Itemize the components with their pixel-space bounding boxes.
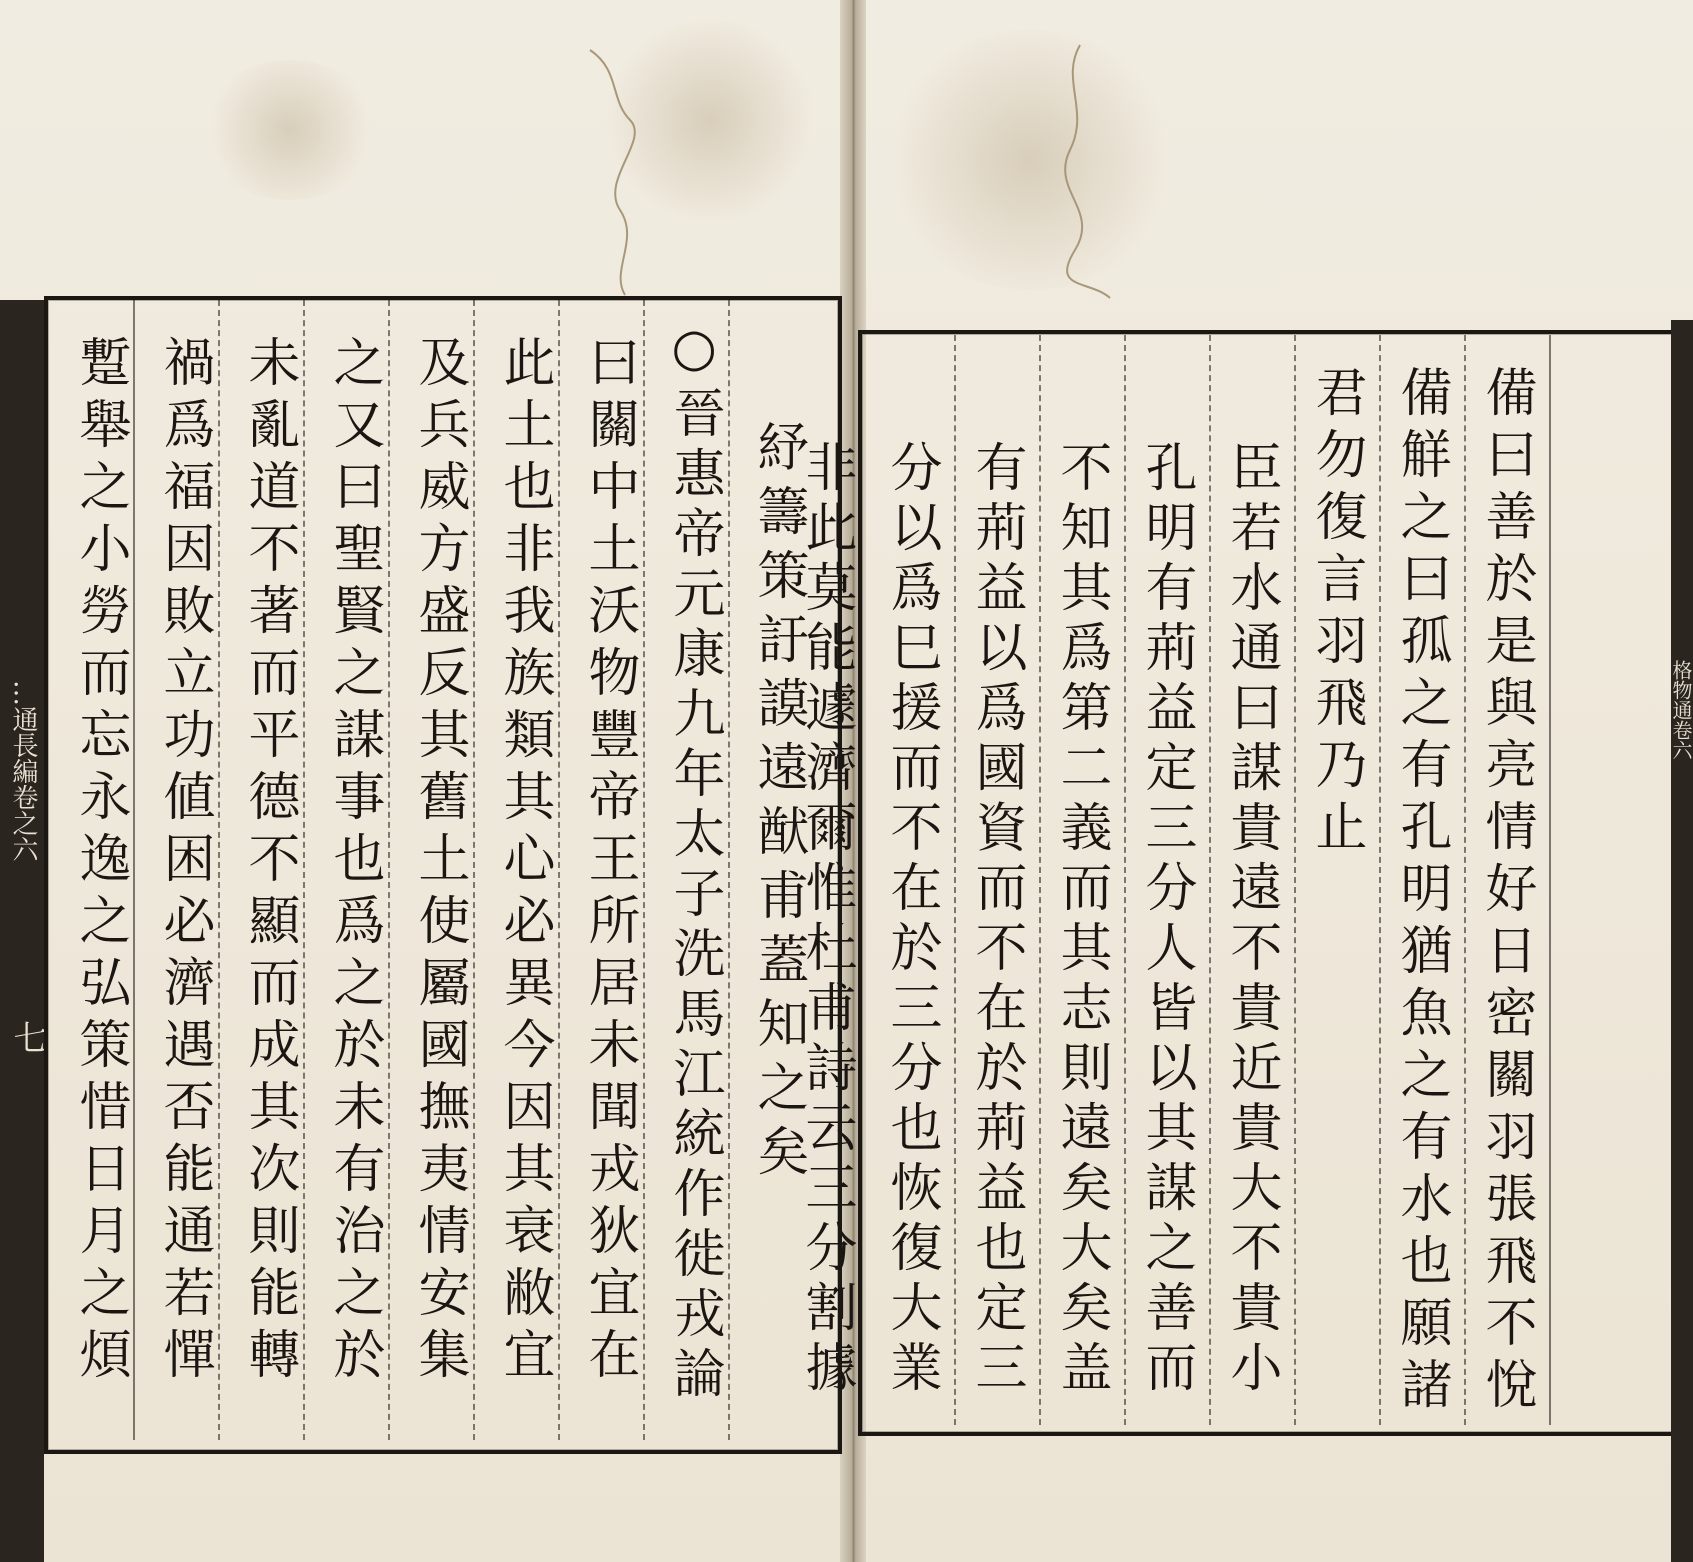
column-rule xyxy=(388,300,390,1440)
right-col-5: 孔明有荊益定三分人皆以其謀之善而 xyxy=(1136,440,1196,1400)
column-rule xyxy=(1209,335,1211,1425)
left-col-5: 及兵威方盛反其舊土使屬國撫夷情安集 xyxy=(409,335,469,1389)
right-col-7: 有荊益以爲國資而不在於荊益也定三 xyxy=(966,440,1026,1400)
column-rule xyxy=(133,300,135,1440)
column-rule xyxy=(728,300,730,1440)
left-col-4: 此土也非我族類其心必異今因其衰敝宜 xyxy=(494,335,554,1389)
left-edge-title: …通長編卷之六 xyxy=(8,680,38,862)
right-col-6: 不知其爲第二義而其志則遠矣大矣盖 xyxy=(1051,440,1111,1400)
left-col-7: 未亂道不著而平德不顯而成其次則能轉 xyxy=(239,335,299,1389)
right-edge-title: 格物通卷六 xyxy=(1669,660,1693,760)
paper-stain xyxy=(880,30,1180,290)
column-rule xyxy=(558,300,560,1440)
right-edge-band xyxy=(1671,320,1693,1562)
column-rule xyxy=(643,300,645,1440)
column-rule xyxy=(1294,335,1296,1425)
left-col-6: 之又曰聖賢之謀事也爲之於未有治之於 xyxy=(324,335,384,1389)
paper-crack xyxy=(580,40,650,300)
column-rule xyxy=(1124,335,1126,1425)
right-col-1: 備曰善於是與亮情好日密關羽張飛不悅 xyxy=(1476,365,1536,1419)
column-rule xyxy=(218,300,220,1440)
right-col-4: 臣若水通曰謀貴遠不貴近貴大不貴小 xyxy=(1221,440,1281,1400)
right-col-3: 君勿復言羽飛乃止 xyxy=(1306,365,1366,861)
paper-crack xyxy=(1050,40,1120,300)
column-rule xyxy=(954,335,956,1425)
left-edge-band xyxy=(0,300,47,1562)
right-col-9: 非此莫能遽濟爾惟杜甫詩云三分割據 xyxy=(796,440,856,1400)
left-col-3: 曰關中土沃物豐帝王所居未聞戎狄宜在 xyxy=(579,335,639,1389)
column-rule xyxy=(1549,335,1551,1425)
column-rule xyxy=(473,300,475,1440)
column-rule xyxy=(1039,335,1041,1425)
column-rule xyxy=(303,300,305,1440)
left-col-1: 紓籌策訏謨遠猷甫蓋知之矣 xyxy=(748,420,808,1188)
column-rule xyxy=(1379,335,1381,1425)
left-col-9: 蹔舉之小勞而忘永逸之弘策惜日月之煩 xyxy=(70,335,130,1389)
left-edge-folio: 七 xyxy=(7,1020,47,1054)
right-col-2: 備觧之曰孤之有孔明猶魚之有水也願諸 xyxy=(1391,365,1451,1419)
left-col-2: ○晉惠帝元康九年太子洗馬江統作徙戎論 xyxy=(664,318,724,1406)
left-col-8: 禍爲福因敗立功値困必濟遇否能通若憚 xyxy=(154,335,214,1389)
paper-stain xyxy=(200,60,380,200)
right-col-8: 分以爲巳援而不在於三分也恢復大業 xyxy=(881,440,941,1400)
column-rule xyxy=(1464,335,1466,1425)
